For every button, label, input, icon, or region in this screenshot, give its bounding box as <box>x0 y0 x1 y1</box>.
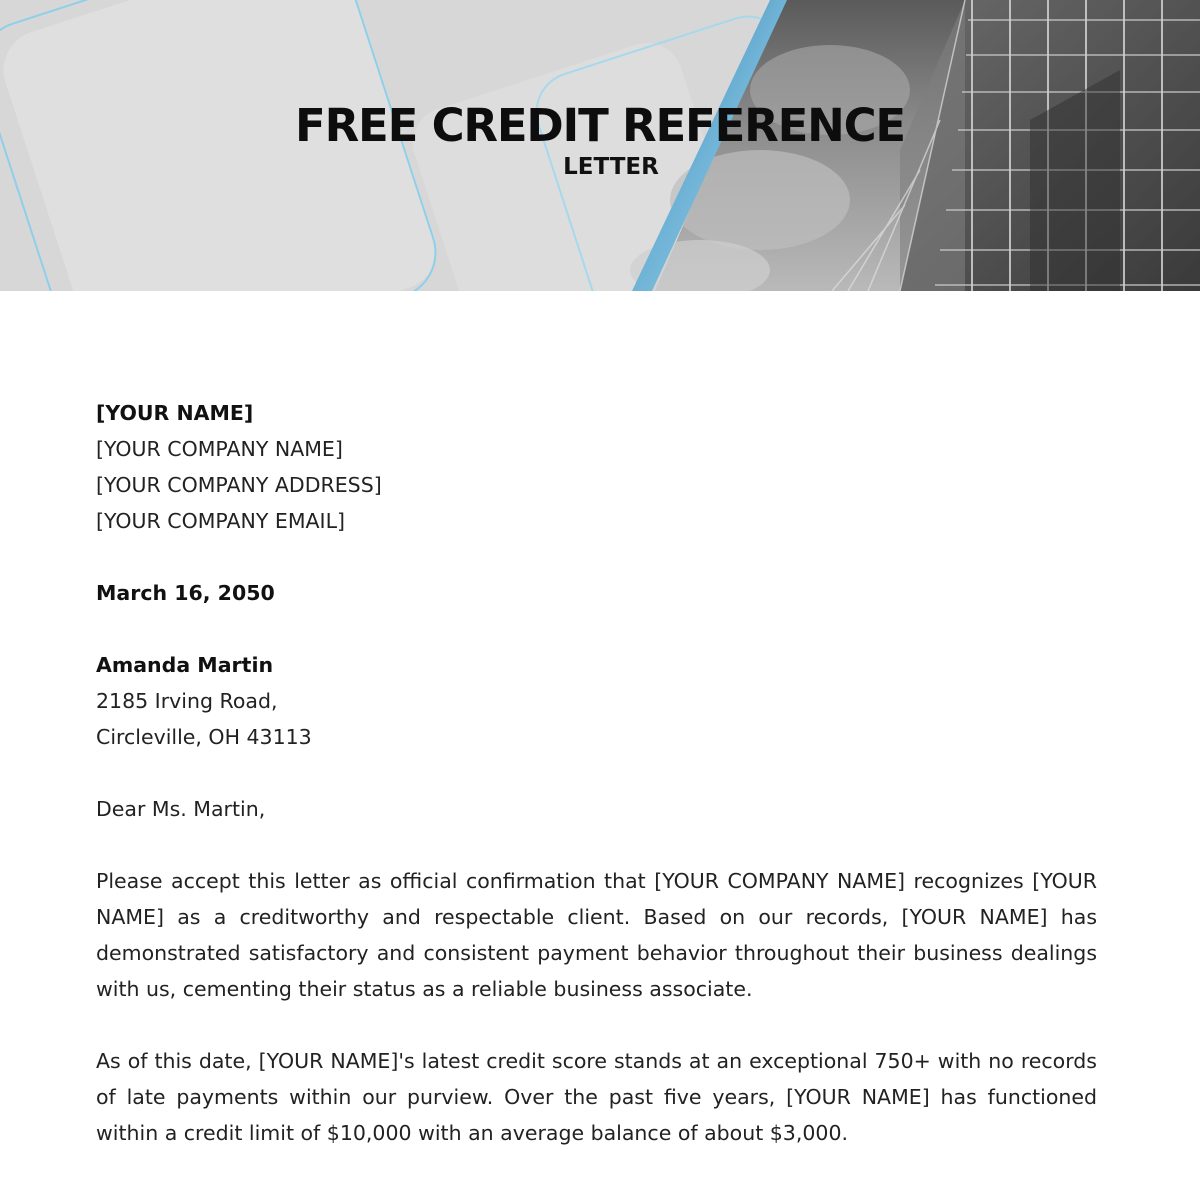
sender-address: [YOUR COMPANY ADDRESS] <box>96 473 382 497</box>
sender-name: [YOUR NAME] <box>96 401 254 425</box>
body-paragraph-1: Please accept this letter as official confirmation that [YOUR COMPANY NAME] recognizes [YOUR NAME] as a creditworthy and respectable client. Based on our records, [YOUR NAME] has demonstrated satisfactory and consistent payment behavior throughout their business dealings with us, cementing their status as a reliable business associate. <box>96 869 1097 1001</box>
document-title: FREE CREDIT REFERENCE <box>295 99 905 152</box>
recipient-street: 2185 Irving Road, <box>96 689 278 713</box>
sender-company: [YOUR COMPANY NAME] <box>96 437 343 461</box>
letter-date: March 16, 2050 <box>96 581 275 605</box>
recipient-city: Circleville, OH 43113 <box>96 725 312 749</box>
salutation: Dear Ms. Martin, <box>96 797 266 821</box>
document-subtitle: LETTER <box>563 154 659 180</box>
header-banner <box>0 0 1200 291</box>
recipient-name: Amanda Martin <box>96 653 274 677</box>
body-paragraph-2: As of this date, [YOUR NAME]'s latest credit score stands at an exceptional 750+ with no records of late payments within our purview. Over the past five years, [YOUR NAME] has functioned within a credit limit of $10,000 with an average balance of about $3,000. <box>96 1049 1097 1145</box>
sender-email: [YOUR COMPANY EMAIL] <box>96 509 346 533</box>
letter-body <box>96 395 1097 1151</box>
